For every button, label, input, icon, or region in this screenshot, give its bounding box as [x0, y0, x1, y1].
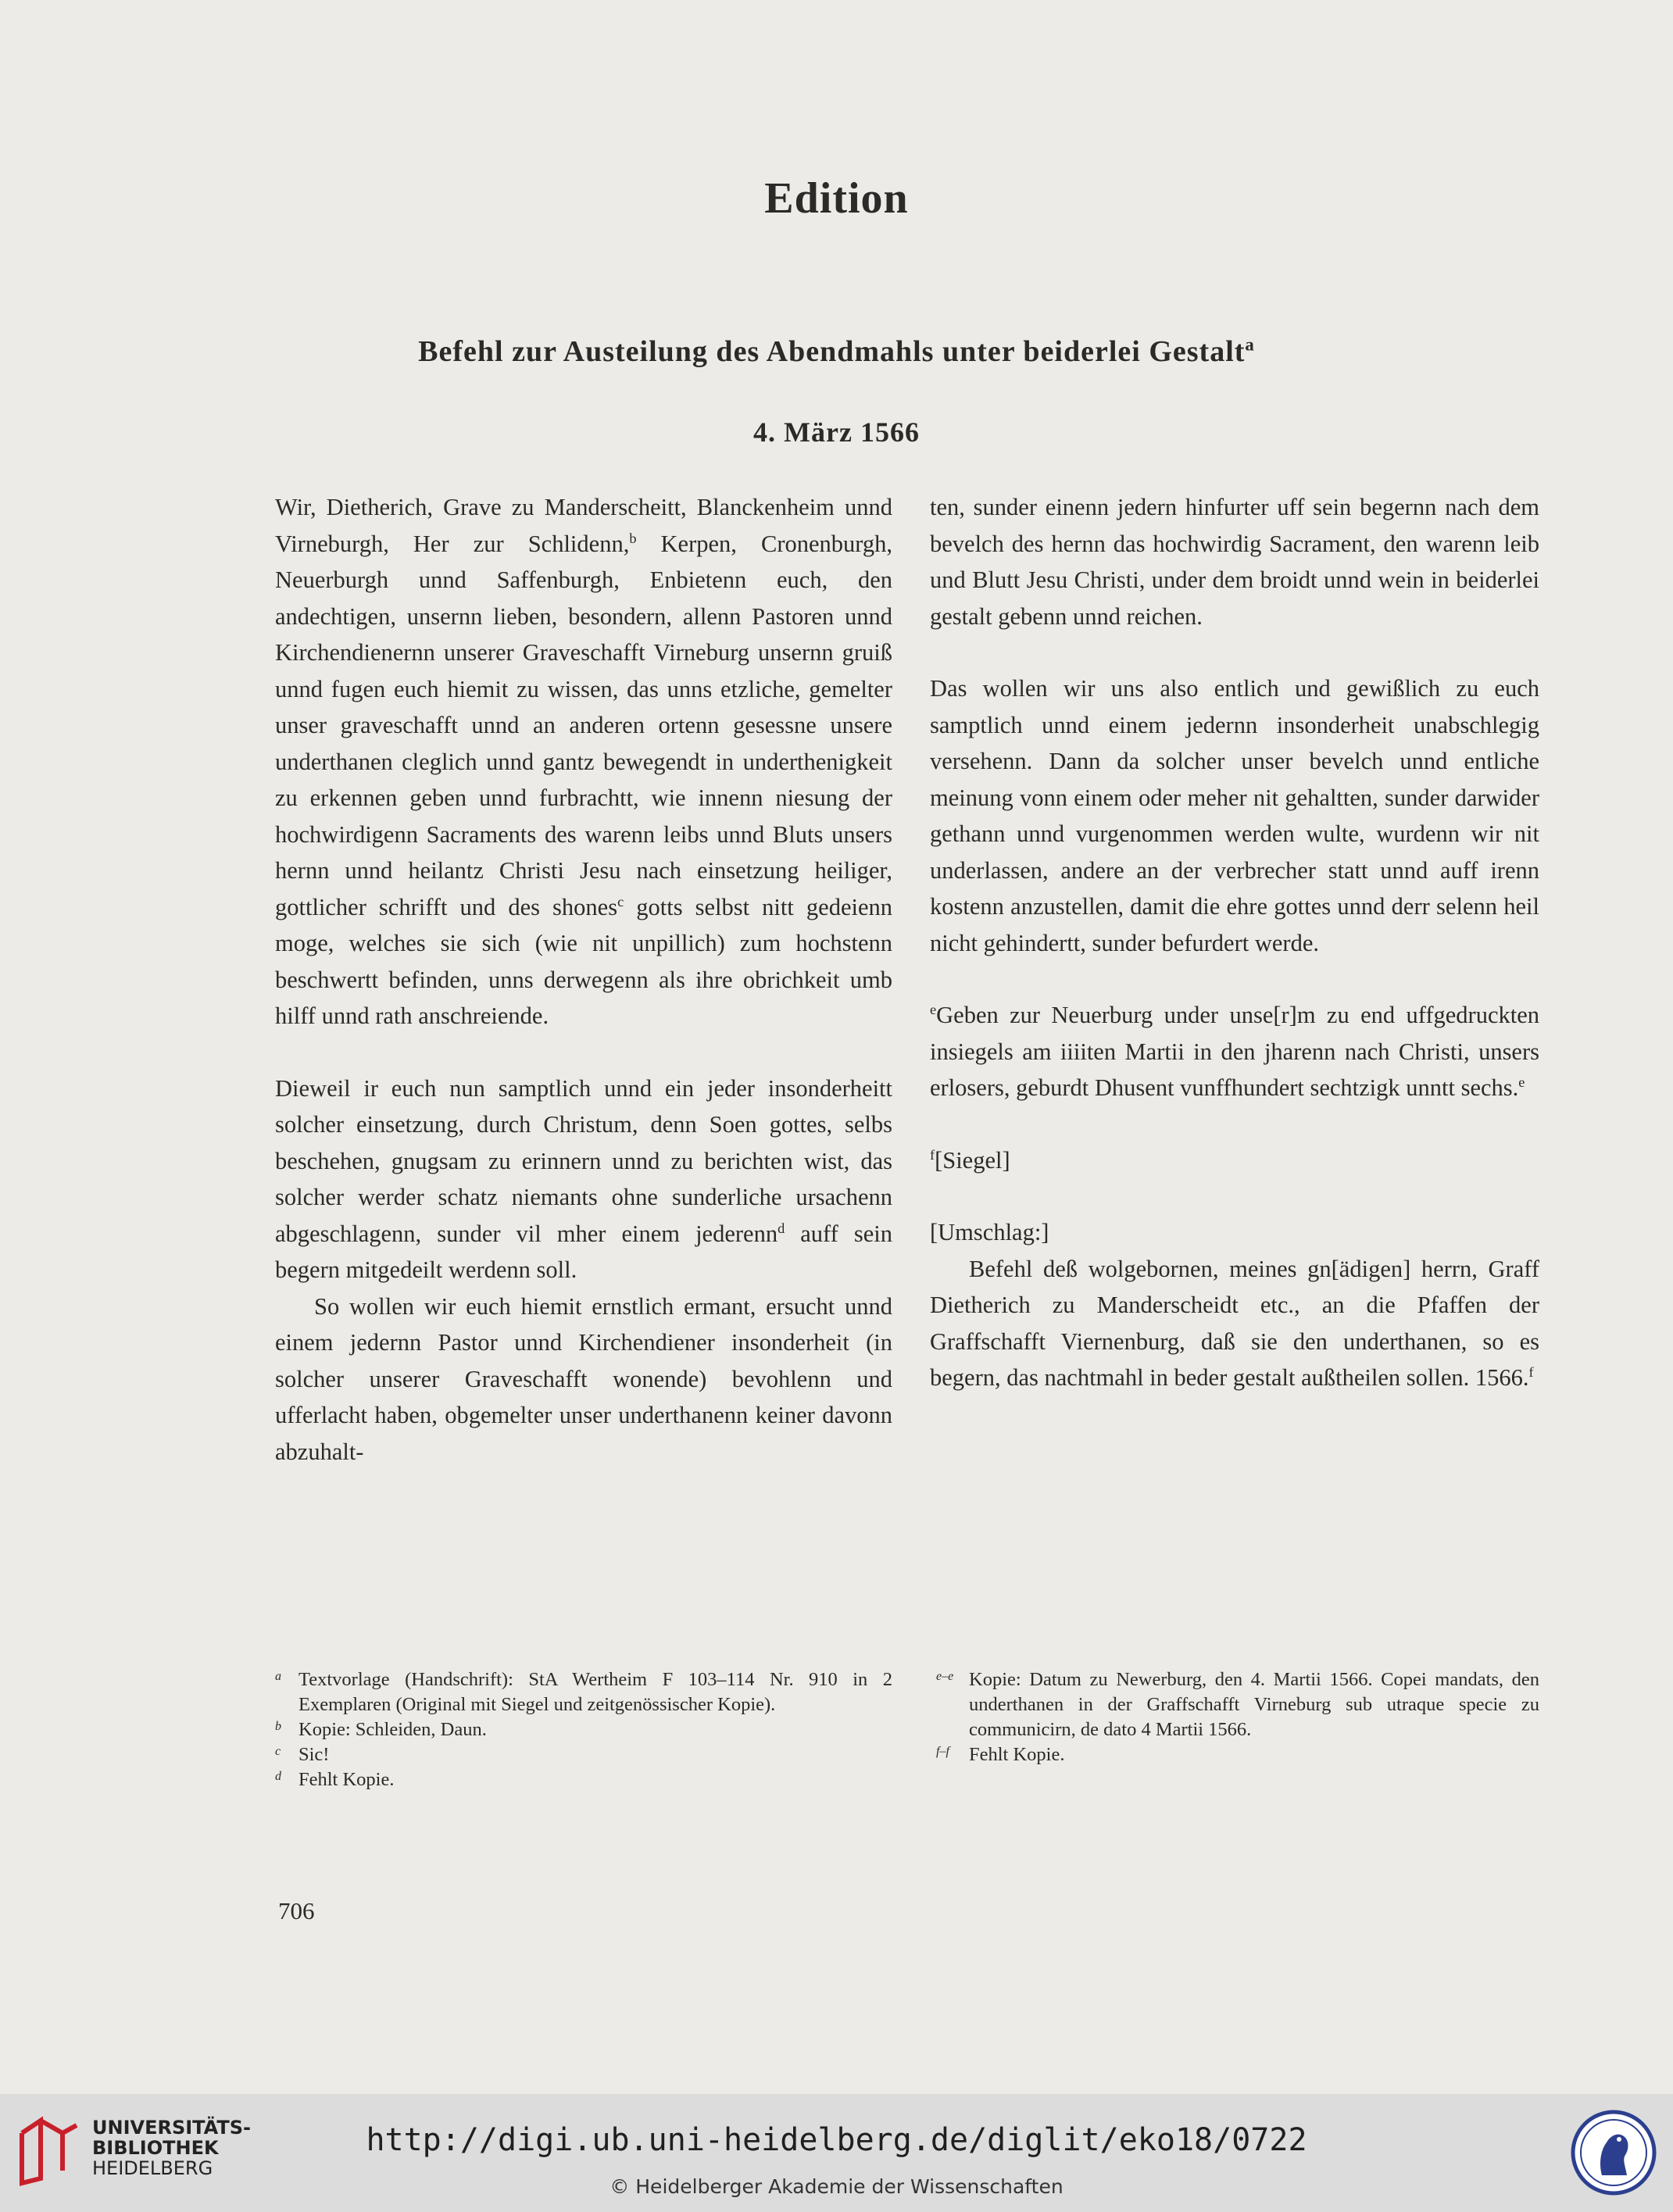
paragraph: $^e$Geben zur Neuerburg under unse[r]m zu end uffgedruckten insiegels am iiiiten Martii in den jharenn nach Christi, unsers erlosers, geburdt Dhusent vunffhundert sechtzigk unntt sechs.$^e$: [930, 1001, 1539, 1101]
footnote-mark: c: [275, 1745, 281, 1758]
paragraph: ten, sunder einenn jedern hinfurter uff sein begernn nach dem bevelch des hernn das hochwirdig Sacrament, den warenn leib und Blutt Jesu Christi, under dem broidt unnd wein in beiderlei gestalt gebenn unnd reichen.: [930, 494, 1539, 630]
footnote-ref-f-close: f: [1528, 1363, 1534, 1380]
document-date: 4. März 1566: [753, 416, 920, 448]
footnote-ref-c: c: [617, 893, 624, 909]
footnote-mark: a: [275, 1670, 281, 1683]
viewer-footer: [0, 2094, 1673, 2212]
right-text-column: [930, 489, 1539, 1396]
footnote-mark: d: [275, 1770, 281, 1783]
paragraph-heading: [Umschlag:]: [930, 1219, 1049, 1245]
footnote: d Fehlt Kopie.: [298, 1767, 892, 1792]
paragraph: Befehl deß wolgebornen, meines gn[ädigen] herrn, Graff Dietherich zu Manderscheidt etc., an die Pfaffen der Graffschafft Viernenburg, daß sie den underthanen, so es begern, das nachtmahl in beder gestalt außtheilen sollen. 1566.$^f$: [930, 1255, 1539, 1391]
library-logo-text: UNIVERSITÄTS- BIBLIOTHEK HEIDELBERG: [92, 2117, 252, 2179]
footnote-ref-e-close: e: [1518, 1074, 1525, 1090]
left-text-column: [275, 489, 892, 1470]
footnote-ref-d: d: [778, 1220, 785, 1236]
paragraph: Wir, Dietherich, Grave zu Manderscheitt, Blanckenheim unnd Virneburgh, Her zur Schlidenn,$^b$ Kerpen, Cronenburgh, Neuerburgh unnd Saffenburgh, Enbietenn euch, den andechtigen, unsernn lieben, besondern, allenn Pastoren unnd Kirchendienernn unserer Graveschafft Virneburg unsernn gruiß unnd fugen euch hiemit zu wissen, das unns etzliche, gemelter unser graveschafft unnd an anderen ortenn gesessne unsere underthanen cleglich unnd gantz bewegendt in underthenigkeit zu erkennen geben unnd furbrachtt, wie innenn niesung der hochwirdigenn Sacraments des warenn leibs unnd Bluts unsers hernn unnd heilantz Christi Jesu nach einsetzung heiliger, gottlicher schrifft und des shones$^c$ gotts selbst nitt gedeienn moge, welches sie sich (wie nit unpillich) zum hochstenn beschwertt befinden, unns derwegenn als ihre obrichkeit umb hilff unnd rath anschreiende.: [275, 494, 893, 1029]
footnotes-right: [936, 1667, 1539, 1767]
academy-seal-icon: [1571, 2110, 1657, 2196]
footnote-mark: f–f: [936, 1745, 949, 1758]
footnote-mark: e–e: [936, 1670, 954, 1683]
footnote: f–f Fehlt Kopie.: [936, 1742, 1539, 1767]
footnote-ref-a: a: [1245, 334, 1255, 355]
permalink-url[interactable]: http://digi.ub.uni-heidelberg.de/diglit/eko18/0722: [366, 2122, 1307, 2158]
footnote: c Sic!: [298, 1742, 892, 1767]
section-heading: Edition: [764, 174, 909, 223]
footnote-ref-e-open: e: [930, 1001, 937, 1017]
document-title-text: Befehl zur Austeilung des Abendmahls unter beiderlei Gestalt: [418, 335, 1246, 368]
paragraph: Dieweil ir euch nun samptlich unnd ein jeder insonderheitt solcher einsetzung, durch Christum, denn Soen gottes, selbs beschehen, gnugsam zu erinnern unnd zu berichten wist, das solcher werder schatz niemants ohne sunderliche ursachenn abgeschlagenn, sunder vil mher einem jederenn$^d$ auff sein begern mitgedeilt werdenn soll.: [275, 1074, 892, 1283]
paragraph: $^f$[Siegel]: [930, 1146, 1010, 1174]
copyright-notice: © Heidelberger Akademie der Wissenschaften: [610, 2175, 1063, 2198]
paragraph: Das wollen wir uns also entlich und gewißlich zu euch samptlich unnd einem jedernn insonderheit unabschlegig versehenn. Dann da solcher unser bevelch unnd entliche meinung vonn einem oder meher nit gehaltten, sunder darwider gethann unnd vurgenommen werden wulte, wurdenn wir nit underlassen, andere an der verbrecher statt unnd auff irenn kostenn anzustellen, damit die ehre gottes unnd derr selenn heil nicht gehindertt, sunder befurdert werde.: [930, 675, 1539, 956]
footnote-ref-b: b: [629, 530, 637, 546]
page-number: 706: [278, 1897, 315, 1924]
footnotes-left: [275, 1667, 892, 1792]
footnote: b Kopie: Schleiden, Daun.: [298, 1717, 892, 1742]
footnote-mark: b: [275, 1720, 281, 1733]
footnote-ref-f-open: f: [930, 1146, 935, 1163]
paragraph: So wollen wir euch hiemit ernstlich ermant, ersucht unnd einem jedernn Pastor unnd Kirchendiener insonderheit (in solcher unserer Graveschafft wonende) bevohlenn und ufferlacht haben, obgemelter unser underthanenn keiner davonn abzuhalt-: [275, 1292, 892, 1465]
footnote: a Textvorlage (Handschrift): StA Wertheim F 103–114 Nr. 910 in 2 Exemplaren (Original mit Siegel und zeitgenössischer Kopie).: [298, 1667, 892, 1717]
footnote: e–e Kopie: Datum zu Newerburg, den 4. Martii 1566. Copei mandats, den underthanen in der Graffschafft Virneburg sub utraque specie zu communicirn, de dato 4 Martii 1566.: [936, 1667, 1539, 1742]
document-title: [0, 334, 1673, 369]
